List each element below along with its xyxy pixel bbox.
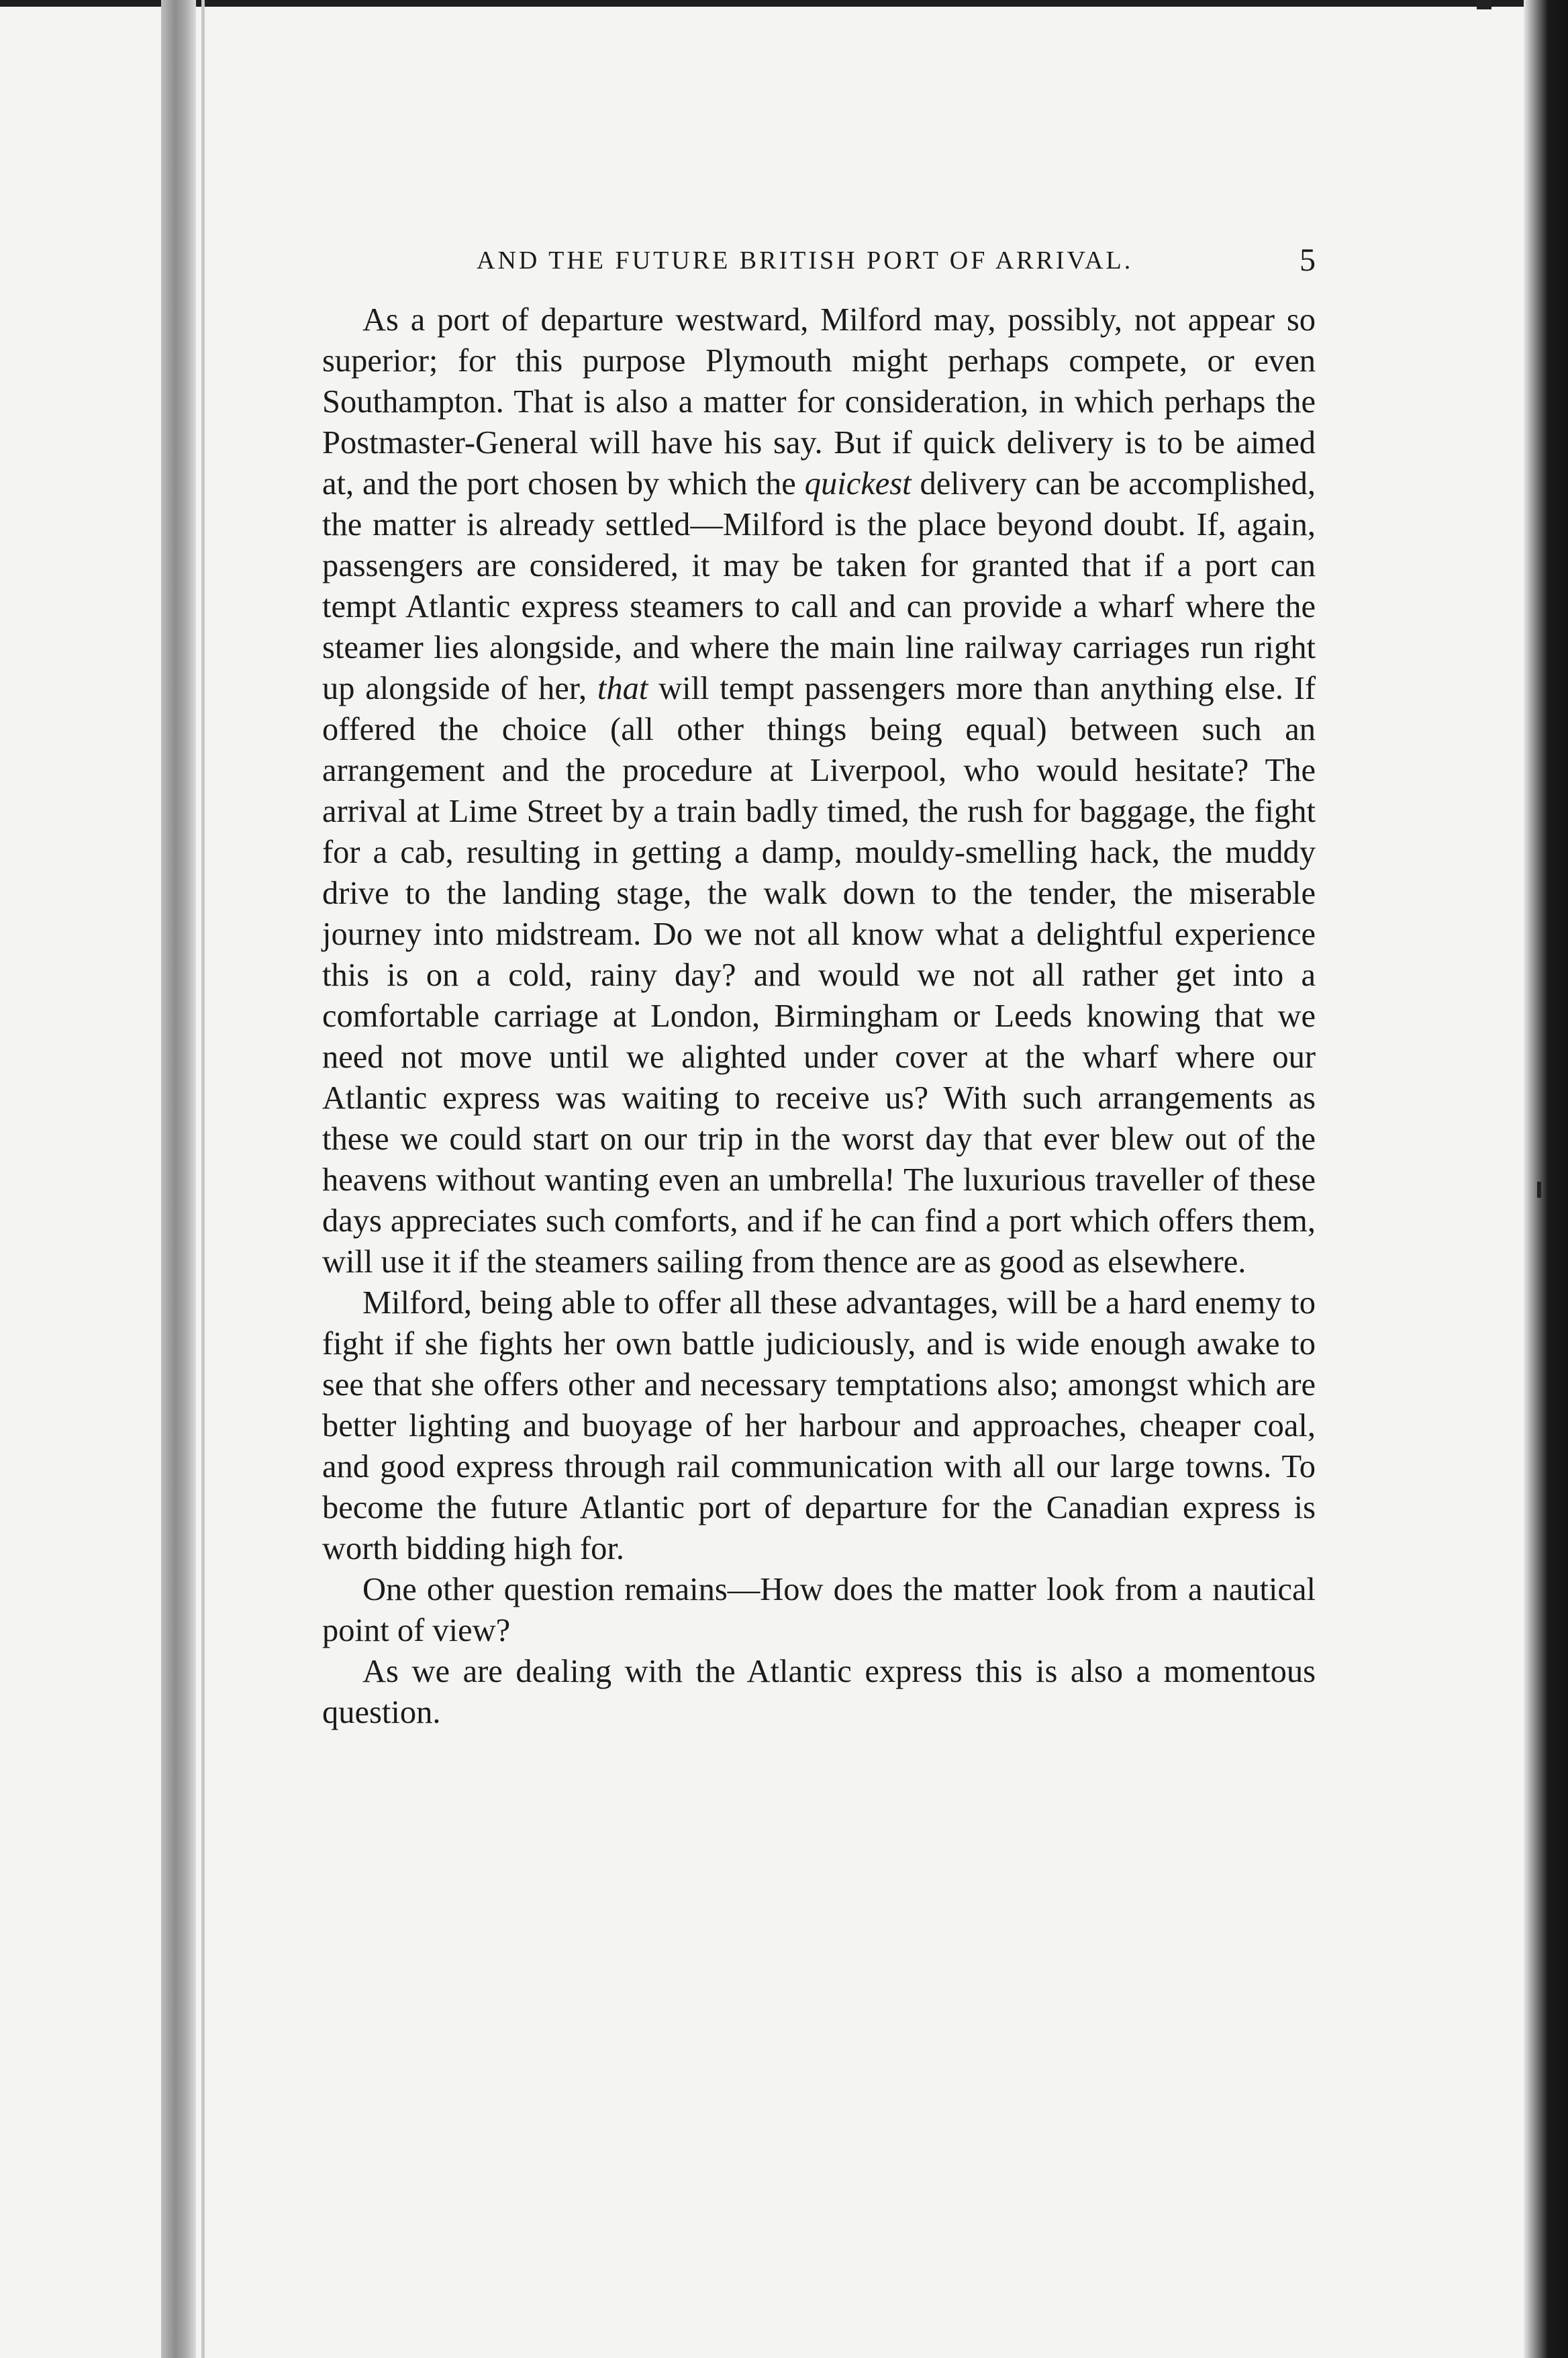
text-run: will tempt passengers more than anything else. If offered the choice (all other things being equal) between such an arrangement and the procedure at Liverpool, who would hesitate? The arrival at Lime Street by a train badly timed, the rush for baggage, the fight for a cab, resulting in getting a damp, mouldy-smelling hack, the muddy drive to the landing stage, the walk down to the tender, the miserable journey into midstream. Do we not all know what a delightful experience this is on a cold, rainy day? and would we not all rather get into a comfortable carriage at London, Birmingham or Leeds knowing that we need not move until we alighted under cover at the wharf where our Atlantic express was waiting to receive us? With such arrangements as these we could start on our trip in the worst day that ever blew out of the heavens without wanting even an umbrella! The luxurious traveller of these days appreciates such comforts, and if he can find a port which offers them, will use it if the steamers sailing from thence are as good as elsewhere. [322, 671, 1316, 1280]
paragraph [322, 1569, 1316, 1651]
italic-text: quickest [804, 466, 912, 502]
text-run: As a port of departure westward, Milford may, possibly, not appear so superior; for this purpose Plymouth might perhaps compete, or even Southampton. That is also a matter for consideration, in which perhaps the Postmaster-General will have his say. But if quick delivery is to be aimed at, and the port chosen by which the [322, 302, 1316, 502]
text-run: delivery can be accomplished, the matter is already settled—Milford is the place beyond doubt. If, again, passengers are considered, it may be taken for granted that if a port can tempt Atlantic express steamers to call and can provide a wharf where the steamer lies alongside, and where the main line railway carriages run right up alongside of her, [322, 466, 1316, 706]
running-head [322, 242, 1316, 295]
page-body [322, 242, 1316, 1733]
paragraph [322, 299, 1316, 1282]
scan-right-edge [1524, 0, 1568, 2358]
scan-speck [1537, 1182, 1541, 1198]
gutter-line [201, 0, 205, 2358]
text-run: Milford, being able to offer all these advantages, will be a hard enemy to fight if she fights her own battle judiciously, and is wide enough awake to see that she offers other and necessary temptations also; amongst which are better lighting and buoyage of her harbour and approaches, cheaper coal, and good express through rail communication with all our large towns. To become the future Atlantic port of departure for the Canadian express is worth bidding high for. [322, 1285, 1316, 1566]
italic-text: that [597, 671, 648, 706]
running-head-title: AND THE FUTURE BRITISH PORT OF ARRIVAL. [477, 246, 1134, 275]
paragraph [322, 1282, 1316, 1569]
binding-gutter [161, 0, 196, 2358]
paragraph [322, 1651, 1316, 1733]
text-run: One other question remains—How does the matter look from a nautical point of view? [322, 1572, 1316, 1648]
scan-speck [1477, 0, 1491, 9]
page-number: 5 [1300, 242, 1316, 278]
scan-top-edge [0, 0, 1568, 7]
text-run: As we are dealing with the Atlantic express this is also a momentous question. [322, 1654, 1316, 1730]
